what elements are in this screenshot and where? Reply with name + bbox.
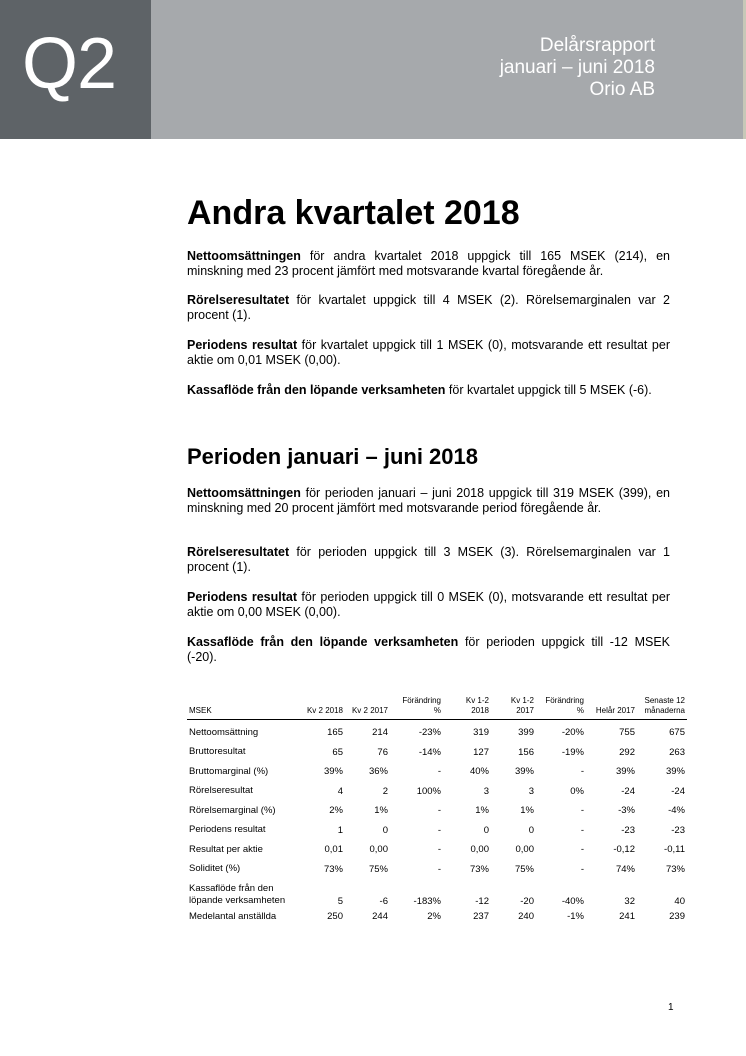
row-label: Soliditet (%) [189, 863, 241, 875]
paragraph-bold-lead: Nettoomsättningen [187, 486, 301, 500]
section2-paragraph-operating-result [187, 545, 670, 575]
table-column-header [586, 696, 637, 720]
table-column-header [491, 696, 536, 720]
table-cell: 39% [514, 766, 534, 778]
table-cell: 237 [473, 911, 489, 923]
table-cell: 5 [337, 896, 343, 907]
table-cell: - [437, 805, 441, 817]
table-cell: 39% [665, 766, 685, 778]
paragraph-bold-lead: Periodens resultat [187, 590, 298, 604]
table-cell: -1% [567, 911, 584, 923]
table-cell: 263 [669, 746, 685, 758]
paragraph-text: för kvartalet uppgick till 4 MSEK (2). Rörelsemarginalen var 2 procent (1). [187, 293, 670, 322]
table-cell: 2 [382, 785, 388, 797]
table-cell: 32 [624, 896, 635, 907]
table-cell: 1% [475, 805, 489, 817]
table-cell: 3 [483, 785, 489, 797]
table-row [187, 762, 687, 782]
table-cell: 399 [518, 727, 534, 739]
table-cell: -20% [561, 727, 584, 739]
table-cell: 0 [483, 824, 489, 836]
table-cell: 73% [469, 863, 489, 875]
row-label: Bruttoresultat [189, 746, 246, 758]
paragraph-bold-lead: Periodens resultat [187, 338, 298, 352]
paragraph-text: för kvartalet uppgick till 5 MSEK (-6). [445, 383, 652, 397]
table-cell: 0,00 [515, 844, 534, 856]
table-cell: 75% [368, 863, 388, 875]
table-cell: 240 [518, 911, 534, 923]
table-cell: 75% [514, 863, 534, 875]
table-cell: 39% [323, 766, 343, 778]
paragraph-bold-lead: Kassaflöde från den löpande verksamheten [187, 635, 459, 649]
table-cell: 76 [377, 746, 388, 758]
table-row [187, 907, 687, 927]
table-cell: -3% [618, 805, 635, 817]
table-cell: 675 [669, 727, 685, 739]
table-header-row [187, 696, 687, 720]
paragraph-bold-lead: Rörelseresultatet [187, 293, 290, 307]
table-cell: 36% [368, 766, 388, 778]
quarter-label: Q2 [22, 24, 117, 104]
table-column-header [390, 696, 443, 720]
column-header-line2: månaderna [644, 706, 685, 715]
report-title-line3: Orio AB [589, 79, 655, 100]
table-row [187, 801, 687, 821]
paragraph-text: för andra kvartalet 2018 uppgick till 165 MSEK (214), en minskning med 23 procent jämfört med motsvarande kvartal föregående år. [187, 249, 670, 278]
table-body [187, 720, 687, 927]
table-column-header [187, 696, 295, 720]
row-label: Rörelseresultat [189, 785, 253, 797]
section1-heading: Andra kvartalet 2018 [187, 194, 520, 232]
paragraph-bold-lead: Nettoomsättningen [187, 249, 301, 263]
table-cell: 3 [528, 785, 534, 797]
table-cell: - [580, 805, 584, 817]
table-cell: 239 [669, 911, 685, 923]
table-cell: - [580, 844, 584, 856]
column-header-line1: Senaste 12 [644, 696, 685, 705]
quarter-banner [0, 0, 151, 139]
table-cell: 65 [332, 746, 343, 758]
table-cell: - [437, 766, 441, 778]
column-header-line2: Helår 2017 [595, 706, 635, 715]
key-figures-table [187, 696, 687, 927]
table-cell: 241 [619, 911, 635, 923]
table-cell: -14% [418, 746, 441, 758]
row-label: Medelantal anställda [189, 910, 277, 922]
table-cell: - [437, 863, 441, 875]
table-row [187, 879, 687, 907]
table-column-header [295, 696, 345, 720]
table-cell: -183% [413, 896, 441, 907]
column-header-line1: Kv 1-2 [510, 696, 534, 705]
section1-paragraph-period-result [187, 338, 670, 368]
table-cell: 0 [528, 824, 534, 836]
row-label: Periodens resultat [189, 824, 266, 836]
paragraph-text: för perioden uppgick till 3 MSEK (3). Rörelsemarginalen var 1 procent (1). [187, 545, 670, 574]
table-row [187, 782, 687, 802]
column-header-line2: 2017 [516, 706, 534, 715]
table-cell: 250 [327, 911, 343, 923]
table-cell: 73% [665, 863, 685, 875]
table-column-header [443, 696, 491, 720]
paragraph-bold-lead: Kassaflöde från den löpande verksamheten [187, 383, 446, 397]
table-cell: 40% [469, 766, 489, 778]
section1-paragraph-cash-flow [187, 383, 670, 398]
table-column-header [637, 696, 687, 720]
table-row [187, 821, 687, 841]
column-header-line2: Kv 2 2017 [351, 706, 388, 715]
table-cell: 244 [372, 911, 388, 923]
table-cell: -23 [671, 824, 685, 836]
table-cell: 214 [372, 727, 388, 739]
section2-paragraph-net-sales [187, 486, 670, 516]
paragraph-text: för perioden januari – juni 2018 uppgick till 319 MSEK (399), en minskning med 20 procent jämfört med motsvarande period föregående år. [187, 486, 670, 515]
table-cell: 1% [374, 805, 388, 817]
table-cell: 165 [327, 727, 343, 739]
table-cell: -40% [561, 896, 584, 907]
table-cell: -23 [621, 824, 635, 836]
table-cell: 2% [427, 911, 441, 923]
table-cell: - [580, 863, 584, 875]
row-label: Nettoomsättning [189, 726, 259, 738]
table-cell: - [437, 824, 441, 836]
table-cell: 39% [615, 766, 635, 778]
paragraph-text: för kvartalet uppgick till 1 MSEK (0), motsvarande ett resultat per aktie om 0,01 MSEK (0,00). [187, 338, 670, 367]
column-header-line2: MSEK [189, 706, 212, 715]
table-cell: -23% [418, 727, 441, 739]
table-cell: 100% [416, 785, 441, 797]
table-cell: -24 [671, 785, 685, 797]
table-cell: 0 [382, 824, 388, 836]
table-row [187, 860, 687, 880]
table-cell: 4 [337, 785, 343, 797]
table-cell: 292 [619, 746, 635, 758]
section1-paragraph-operating-result [187, 293, 670, 323]
table-cell: -24 [621, 785, 635, 797]
section2-paragraph-period-result [187, 590, 670, 620]
column-header-line2: Kv 2 2018 [306, 706, 343, 715]
table-cell: 0,00 [470, 844, 489, 856]
table-cell: -19% [561, 746, 584, 758]
table-cell: -0,11 [664, 844, 685, 856]
table-cell: 319 [473, 727, 489, 739]
table-cell: - [437, 844, 441, 856]
table-cell: -4% [668, 805, 685, 817]
table-cell: 156 [518, 746, 534, 758]
table-cell: 1 [337, 824, 343, 836]
section1-paragraph-net-sales [187, 249, 670, 279]
table-column-header [536, 696, 586, 720]
column-header-line2: % [576, 706, 584, 715]
section2-paragraph-cash-flow [187, 635, 670, 665]
table-cell: - [580, 824, 584, 836]
row-label: Bruttomarginal (%) [189, 765, 269, 777]
report-title-banner [151, 0, 743, 139]
table-cell: 0% [570, 785, 584, 797]
row-label: Resultat per aktie [189, 843, 263, 855]
paragraph-text: för perioden uppgick till -12 MSEK (-20). [187, 635, 670, 664]
table-cell: -6 [379, 896, 388, 907]
table-cell: 40 [674, 896, 685, 907]
paragraph-text: för perioden uppgick till 0 MSEK (0), motsvarande ett resultat per aktie om 0,00 MSEK (0,00). [187, 590, 670, 619]
row-label: Kassaflöde från den löpande verksamheten [189, 883, 286, 906]
report-title-line1: Delårsrapport [539, 35, 655, 56]
table-cell: 73% [323, 863, 343, 875]
table-cell: 127 [473, 746, 489, 758]
table-cell: 0,00 [369, 844, 388, 856]
table-cell: 74% [615, 863, 635, 875]
table-cell: -0,12 [613, 844, 635, 856]
column-header-line1: Förändring [402, 696, 441, 705]
report-title [500, 35, 655, 101]
table-cell: - [580, 766, 584, 778]
column-header-line2: 2018 [471, 706, 489, 715]
table-row [187, 840, 687, 860]
paragraph-bold-lead: Rörelseresultatet [187, 545, 290, 559]
column-header-line1: Kv 1-2 [465, 696, 489, 705]
table-cell: 755 [619, 727, 635, 739]
table-cell: -20 [520, 896, 534, 907]
table-row [187, 743, 687, 763]
table-cell: 0,01 [324, 844, 343, 856]
table-cell: 2% [329, 805, 343, 817]
page-number: 1 [668, 1002, 674, 1013]
table-cell: -12 [475, 896, 489, 907]
section2-heading: Perioden januari – juni 2018 [187, 444, 478, 469]
row-label: Rörelsemarginal (%) [189, 804, 276, 816]
table-cell: 1% [520, 805, 534, 817]
column-header-line1: Förändring [545, 696, 584, 705]
table-column-header [345, 696, 390, 720]
report-title-line2: januari – juni 2018 [499, 57, 655, 78]
table-row [187, 720, 687, 743]
column-header-line2: % [433, 706, 441, 715]
